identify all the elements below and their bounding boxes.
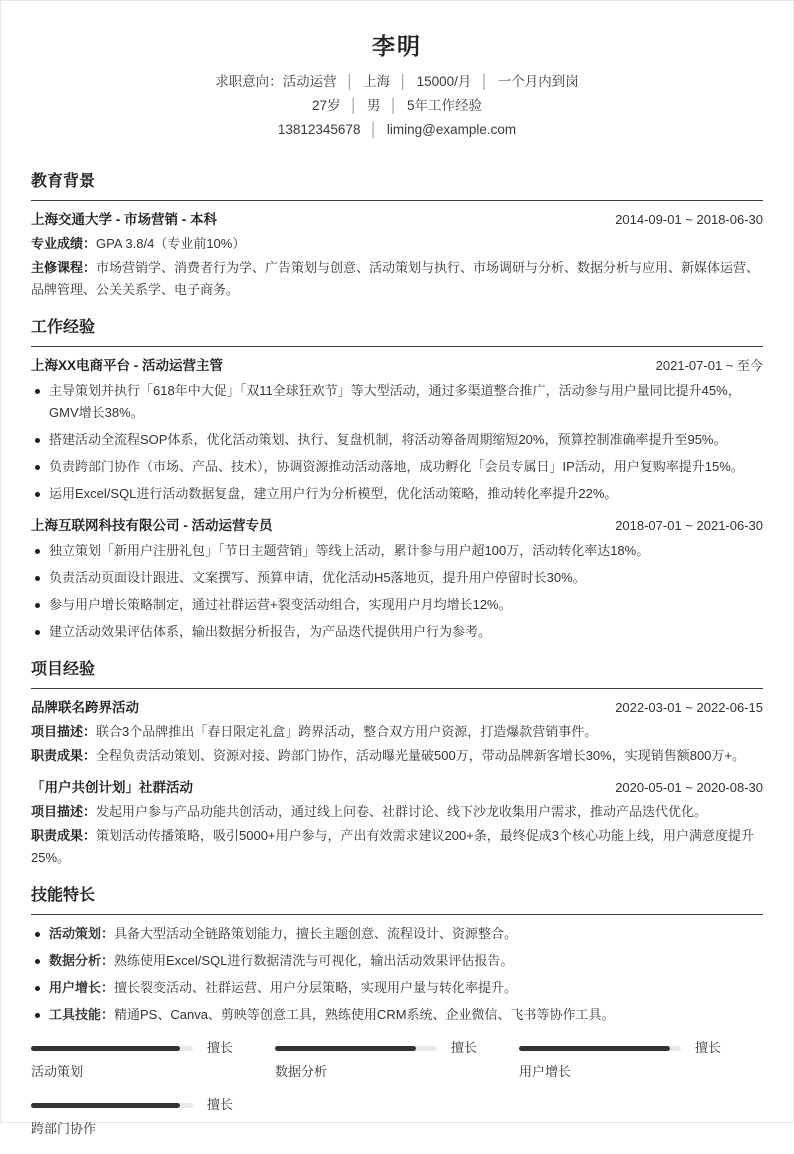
section-work [31,317,763,643]
bullet-list [31,380,763,505]
basic-info-line [31,95,763,117]
skill-level-label: 擅长 [694,1040,721,1055]
intent-item: 活动运营 [282,74,337,89]
skill-bars [31,1040,763,1154]
bullet-item: 建立活动效果评估体系，输出数据分析报告，为产品迭代提供用户行为参考。 [31,621,763,643]
detail-row [31,825,763,869]
section-title-skills: 技能特长 [31,885,763,915]
intent-item: 上海 [363,74,391,89]
job-intent-line [31,71,763,93]
basic-item: 27岁 [312,98,341,113]
skill-bar-track [519,1046,681,1051]
detail-text: 市场营销学、消费者行为学、广告策划与创意、活动策划与执行、市场调研与分析、数据分析与应用、新媒体运营、品牌管理、公关关系学、电子商务。 [31,260,760,297]
job-title: 上海互联网科技有限公司 - 活动运营专员 [31,518,273,533]
bullet-item: 负责跨部门协作（市场、产品、技术），协调资源推动活动落地，成功孵化「会员专属日」IP活动，用户复购率提升15%。 [31,456,763,478]
skill-name: 活动策划 [31,1064,84,1079]
skill-bar-row [31,1097,247,1113]
bullet-item: 运用Excel/SQL进行活动数据复盘，建立用户行为分析模型，优化活动策略，推动转化率提升22%。 [31,483,763,505]
section-title-projects: 项目经验 [31,659,763,689]
project-date: 2020-05-01 ~ 2020-08-30 [615,780,763,795]
skill-bar-row [275,1040,491,1056]
bullet-item: 参与用户增长策略制定，通过社群运营+裂变活动组合，实现用户月均增长12%。 [31,594,763,616]
skill-bar-fill [519,1046,670,1051]
bullet-item: 负责活动页面设计跟进、文案撰写、预算申请，优化活动H5落地页，提升用户停留时长30%。 [31,567,763,589]
skill-name: 数据分析 [274,1064,327,1079]
basic-item: 5年工作经验 [406,98,482,113]
item-head [31,355,763,377]
skill-bar-track [31,1046,193,1051]
project-item [31,777,763,869]
contact-line [31,119,763,141]
item-head [31,777,763,799]
project-title: 「用户共创计划」社群活动 [31,780,193,795]
skill-bullet [31,1004,763,1026]
detail-text: GPA 3.8/4（专业前10%） [96,236,246,251]
skill-bar-row [519,1040,735,1056]
bullet-item: 独立策划「新用户注册礼包」「节日主题营销」等线上活动，累计参与用户超100万，活动转化率达18%。 [31,540,763,562]
skill-bar-item [31,1097,275,1138]
detail-text: 联合3个品牌推出「春日限定礼盒」跨界活动，整合双方用户资源，打造爆款营销事件。 [96,724,598,739]
item-head [31,515,763,537]
skill-label: 数据分析： [49,953,115,968]
detail-row [31,745,763,767]
skill-bar-item [31,1040,275,1081]
intent-item: 15000/月 [416,74,472,89]
job-date: 2021-07-01 ~ 至今 [655,358,763,373]
section-skills [31,885,763,1154]
project-title: 品牌联名跨界活动 [31,700,139,715]
separator: │ [399,74,408,89]
phone-number: 13812345678 [277,122,361,137]
skill-bar-fill [275,1046,416,1051]
skill-level-label: 擅长 [207,1097,234,1112]
item-head [31,209,763,231]
basic-item: 男 [367,98,381,113]
detail-row [31,233,763,255]
skill-bar-track [31,1103,193,1108]
separator: │ [349,98,358,113]
job-item [31,355,763,505]
separator: │ [389,98,398,113]
job-item [31,515,763,643]
section-title-work: 工作经验 [31,317,763,347]
education-date: 2014-09-01 ~ 2018-06-30 [615,212,763,227]
job-title: 上海XX电商平台 - 活动运营主管 [31,358,224,373]
skill-label: 用户增长： [49,980,115,995]
skill-level-label: 擅长 [450,1040,477,1055]
item-head [31,697,763,719]
skill-label: 活动策划： [49,926,115,941]
section-projects [31,659,763,869]
skill-level-label: 擅长 [207,1040,234,1055]
bullet-list [31,540,763,643]
bullet-item: 主导策划并执行「618年中大促」「双11全球狂欢节」等大型活动，通过多渠道整合推广，活动参与用户量同比提升45%，GMV增长38%。 [31,380,763,424]
skill-bar-item [275,1040,519,1081]
detail-text: 策划活动传播策略，吸引5000+用户参与，产出有效需求建议200+条，最终促成3个核心功能上线，用户满意度提升25%。 [31,828,755,865]
separator: │ [345,74,355,89]
detail-label: 职责成果： [31,828,97,843]
school-title: 上海交通大学 - 市场营销 - 本科 [31,212,217,227]
detail-label: 职责成果： [31,748,97,763]
section-education [31,171,763,301]
detail-row [31,257,763,301]
separator: │ [369,122,378,137]
detail-row [31,801,763,823]
skill-name: 用户增长 [518,1064,571,1079]
skill-bar-fill [31,1103,180,1108]
resume-header [31,31,763,141]
candidate-name: 李明 [372,33,422,59]
detail-label: 项目描述： [31,804,97,819]
skill-label: 工具技能： [49,1007,115,1022]
detail-label: 项目描述： [31,724,97,739]
detail-label: 专业成绩： [31,236,97,251]
skill-text: 擅长裂变活动、社群运营、用户分层策略，实现用户量与转化率提升。 [114,980,518,995]
bullet-item: 搭建活动全流程SOP体系，优化活动策划、执行、复盘机制，将活动筹备周期缩短20%，预算控制准确率提升至95%。 [31,429,763,451]
skill-bar-fill [31,1046,180,1051]
project-date: 2022-03-01 ~ 2022-06-15 [615,700,763,715]
skill-bar-row [31,1040,247,1056]
detail-text: 全程负责活动策划、资源对接、跨部门协作，活动曝光量破500万，带动品牌新客增长30%，实现销售额800万+。 [96,748,746,763]
project-item [31,697,763,767]
section-title-education: 教育背景 [31,171,763,201]
skill-bullet [31,923,763,945]
skill-bullet-list [31,923,763,1026]
skill-text: 精通PS、Canva、剪映等创意工具，熟练使用CRM系统、企业微信、飞书等协作工具。 [114,1007,615,1022]
intent-label: 求职意向： [215,74,283,89]
skill-bar-track [275,1046,437,1051]
detail-label: 主修课程： [31,260,97,275]
skill-bullet [31,977,763,999]
job-date: 2018-07-01 ~ 2021-06-30 [615,518,763,533]
skill-text: 具备大型活动全链路策划能力，擅长主题创意、流程设计、资源整合。 [114,926,518,941]
skill-bar-item [519,1040,763,1081]
intent-item: 一个月内到岗 [497,74,579,89]
skill-bullet [31,950,763,972]
skill-text: 熟练使用Excel/SQL进行数据清洗与可视化，输出活动效果评估报告。 [114,953,514,968]
detail-text: 发起用户参与产品功能共创活动，通过线上问卷、社群讨论、线下沙龙收集用户需求，推动产品迭代优化。 [96,804,708,819]
education-item [31,209,763,301]
skill-name: 跨部门协作 [31,1121,97,1136]
separator: │ [480,74,489,89]
email-address: liming@example.com [386,122,517,137]
detail-row [31,721,763,743]
